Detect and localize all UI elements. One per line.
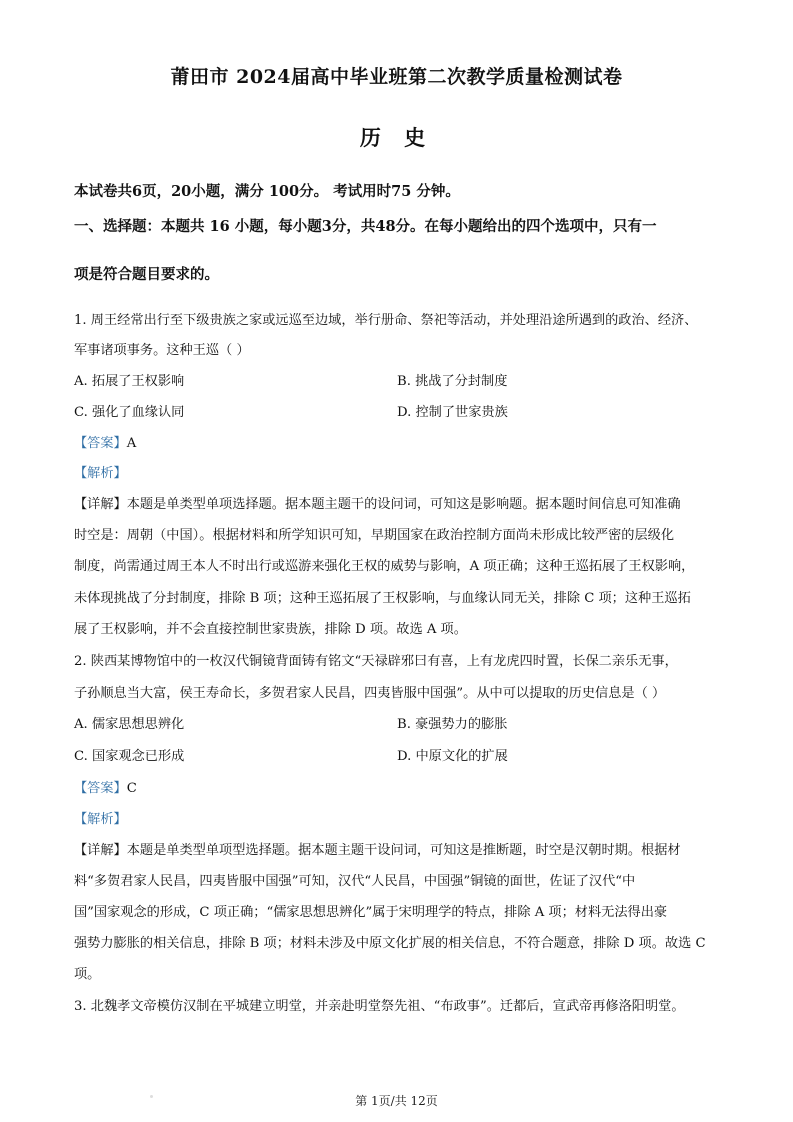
q1-detail-label: 【详解】 xyxy=(74,497,127,512)
section-heading-line1: 一、选择题：本题共 16 小题，每小题3分，共48分。在每小题给出的四个选项中，只有一 xyxy=(74,218,657,235)
q1-answer-value: A xyxy=(126,436,137,451)
q2-answer-value: C xyxy=(126,781,137,796)
q2-detail-line1 xyxy=(74,839,681,858)
q1-option-b: B. 挑战了分封制度 xyxy=(397,374,508,389)
q1-answer-label: 【答案】 xyxy=(74,436,127,451)
q1-analysis-label: 【解析】 xyxy=(74,466,127,481)
q2-stem-line1: 2. 陕西某博物馆中的一枚汉代铜镜背面铸有铭文“天禄辟邪曰有喜，上有龙虎四时置，长保二亲乐无事， xyxy=(74,654,678,669)
q1-option-c: C. 强化了血缘认同 xyxy=(74,405,185,420)
q2-option-d: D. 中原文化的扩展 xyxy=(397,749,508,764)
q2-answer-label: 【答案】 xyxy=(74,781,127,796)
q2-detail-line3: 国”国家观念的形成，C 项正确；“儒家思想思辨化”属于宋明理学的特点，排除 A 项；材料无法得出豪 xyxy=(74,905,668,920)
q1-detail-line4: 未体现挑战了分封制度，排除 B 项；这种王巡拓展了王权影响，与血缘认同无关，排除 C 项；这种王巡拓 xyxy=(74,591,691,606)
page-title: 莆田市 2024届高中毕业班第二次教学质量检测试卷 xyxy=(170,66,623,88)
exam-info: 本试卷共6页，20小题，满分 100分。 考试用时75 分钟。 xyxy=(74,183,460,200)
subject-heading: 历 史 xyxy=(359,125,434,150)
q1-stem-line2: 军事诸项事务。这种王巡（ ） xyxy=(74,343,250,358)
q1-detail-line5: 展了王权影响，并不会直接控制世家贵族，排除 D 项。故选 A 项。 xyxy=(74,622,467,637)
q2-detail-line4: 强势力膨胀的相关信息，排除 B 项；材料未涉及中原文化扩展的相关信息，不符合题意，排除 D 项。故选 C xyxy=(74,936,706,951)
q2-detail-label: 【详解】 xyxy=(74,843,127,858)
q2-detail-line2: 料“多贺君家人民昌，四夷皆服中国强”可知，汉代“人民昌，中国强”铜镜的面世，佐证了汉代“中 xyxy=(74,874,636,889)
q2-answer xyxy=(74,777,137,796)
q3-stem-line1: 3. 北魏孝文帝模仿汉制在平城建立明堂，并亲赴明堂祭先祖、“布政事”。迁都后，宣武帝再修洛阳明堂。 xyxy=(74,999,685,1014)
q2-stem-line2: 子孙顺息当大富，侯王寿命长，多贺君家人民昌，四夷皆服中国强”。从中可以提取的历史信息是（ ） xyxy=(74,686,666,701)
q2-option-c: C. 国家观念已形成 xyxy=(74,749,185,764)
section-heading-line2: 项是符合题目要求的。 xyxy=(74,266,219,283)
q1-stem-line1: 1. 周王经常出行至下级贵族之家或远巡至边域，举行册命、祭祀等活动，并处理沿途所遇到的政治、经济、 xyxy=(74,313,698,328)
q1-detail-text1: 本题是单类型单项选择题。据本题主题干的设问词，可知这是影响题。据本题时间信息可知准确 xyxy=(126,497,681,512)
q2-detail-line5: 项。 xyxy=(74,967,101,982)
q2-analysis-label: 【解析】 xyxy=(74,812,127,827)
q2-detail-text1: 本题是单类型单项型选择题。据本题主题干设问词，可知这是推断题，时空是汉朝时期。根据材 xyxy=(126,843,681,858)
q2-option-b: B. 豪强势力的膨胀 xyxy=(397,717,508,732)
q1-detail-line2: 时空是：周朝（中国）。根据材料和所学知识可知，早期国家在政治控制方面尚未形成比较严密的层级化 xyxy=(74,528,675,543)
q1-option-d: D. 控制了世家贵族 xyxy=(397,405,508,420)
q1-option-a: A. 拓展了王权影响 xyxy=(74,374,185,389)
q1-detail-line1 xyxy=(74,493,681,512)
q1-detail-line3: 制度，尚需通过周王本人不时出行或巡游来强化王权的威势与影响，A 项正确；这种王巡拓展了王权影响， xyxy=(74,559,695,574)
q1-answer xyxy=(74,432,136,451)
q2-option-a: A. 儒家思想思辨化 xyxy=(74,717,185,732)
page-number: 第 1页/共 12页 xyxy=(355,1094,438,1108)
